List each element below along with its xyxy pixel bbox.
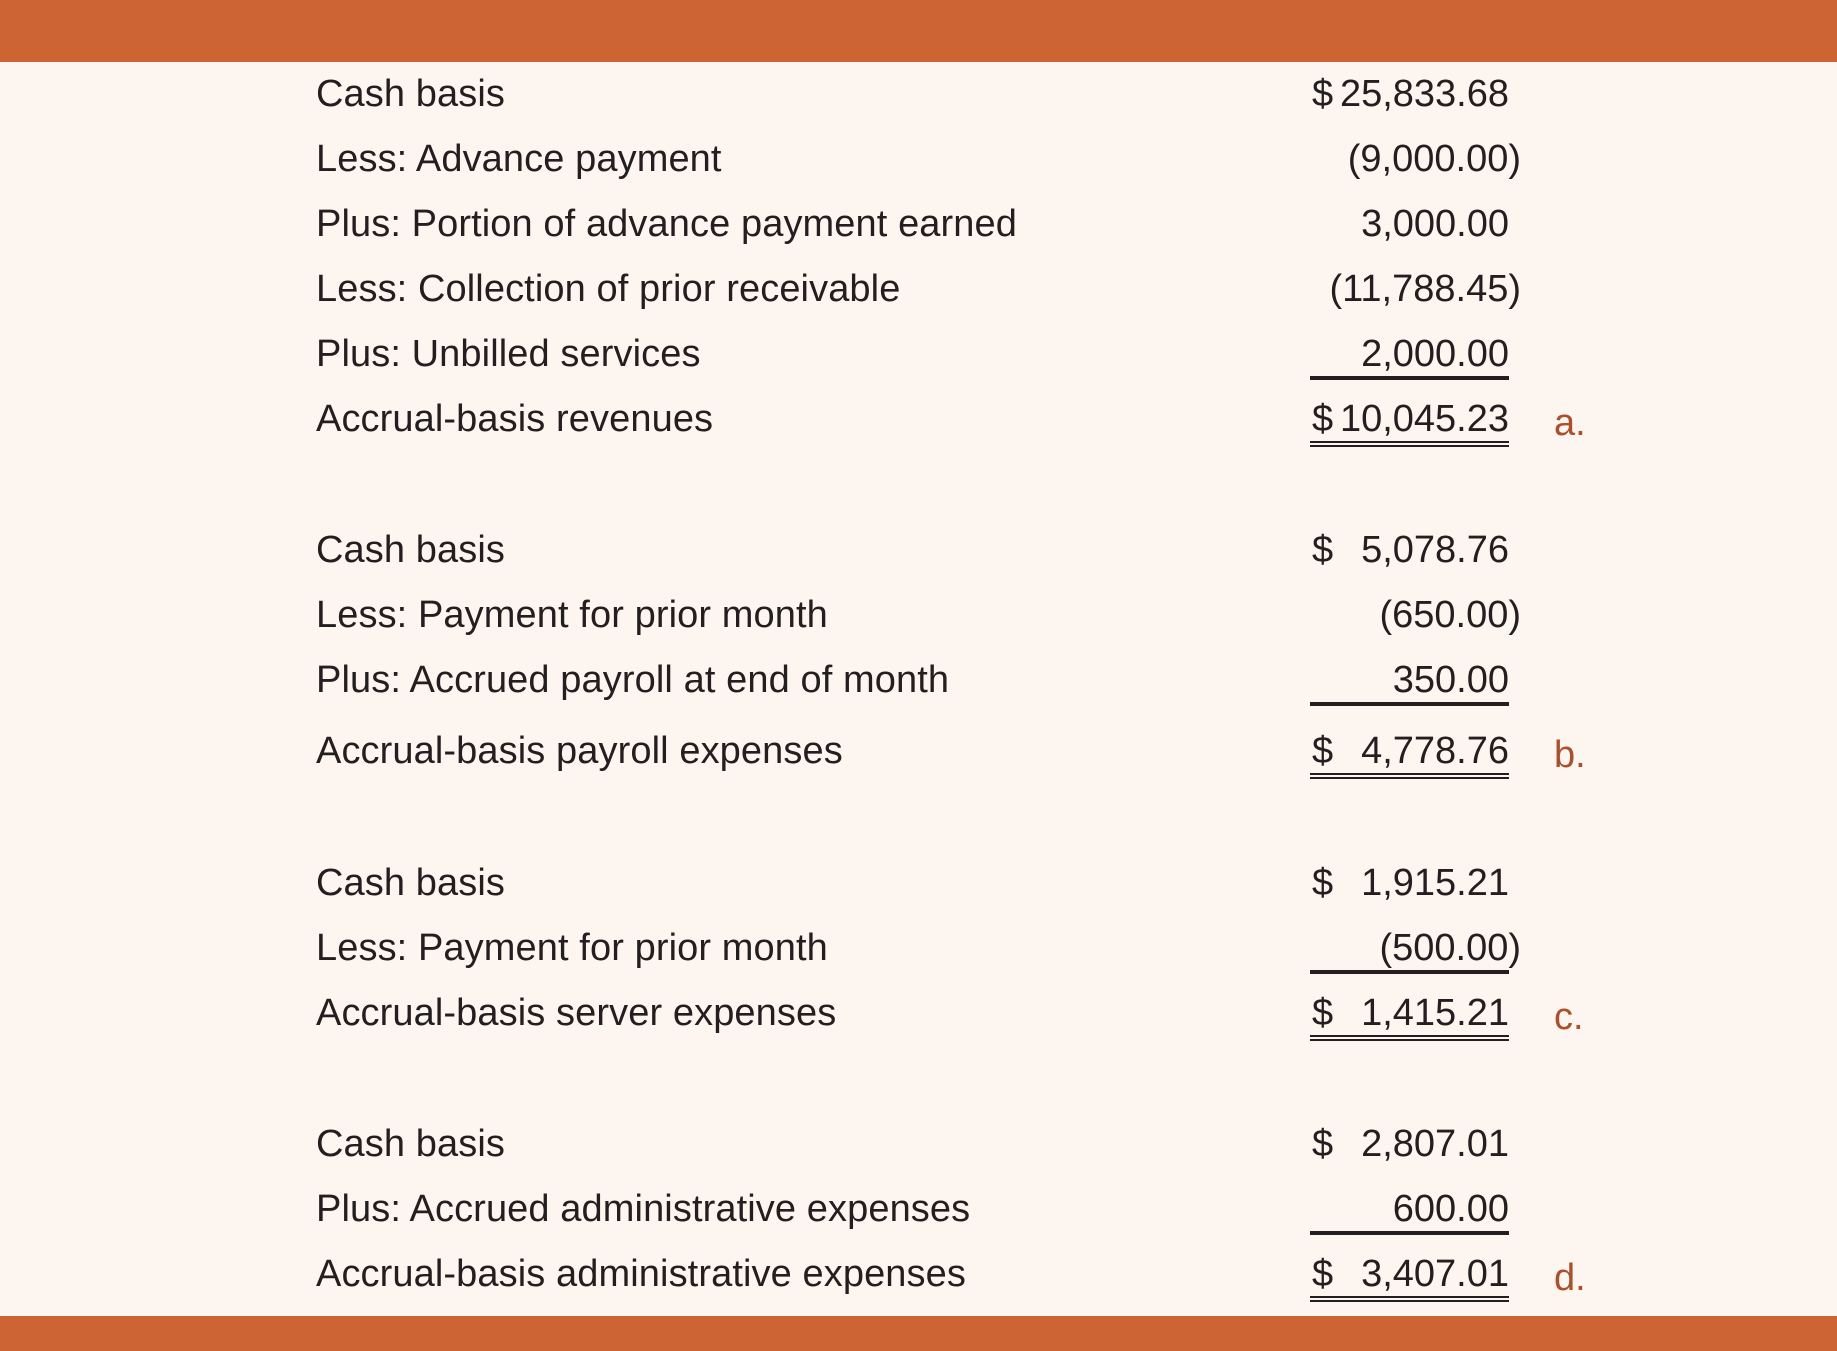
section-letter: b. (1554, 734, 1586, 776)
amount-value: (500.00) (1379, 927, 1521, 969)
section-letter: c. (1554, 996, 1584, 1038)
row-amount (1310, 1122, 1509, 1166)
row-amount (1310, 593, 1521, 637)
total-row (0, 397, 1837, 449)
currency-symbol: $ (1312, 992, 1334, 1034)
amount-value: 1,415.21 (1361, 992, 1509, 1034)
row-label: Cash basis (316, 862, 505, 904)
row-label: Cash basis (316, 529, 505, 571)
row-amount-underlined (1310, 332, 1509, 380)
row (0, 528, 1837, 580)
row (0, 332, 1837, 384)
amount-value: 2,807.01 (1361, 1123, 1509, 1165)
total-row (0, 1252, 1837, 1304)
currency-symbol: $ (1312, 529, 1334, 571)
row-label: Less: Advance payment (316, 138, 722, 180)
row (0, 202, 1837, 254)
top-band (0, 0, 1837, 62)
row-amount-underlined (1310, 1187, 1509, 1235)
row-label: Plus: Unbilled services (316, 333, 701, 375)
amount-value: 600.00 (1392, 1188, 1509, 1230)
row (0, 861, 1837, 913)
row-amount-underlined (1310, 926, 1521, 974)
currency-symbol: $ (1312, 862, 1334, 904)
amount-value: 5,078.76 (1361, 529, 1509, 571)
total-row (0, 991, 1837, 1043)
row-label: Less: Payment for prior month (316, 594, 828, 636)
total-amount (1310, 991, 1509, 1041)
row-amount (1310, 267, 1521, 311)
total-label: Accrual-basis revenues (316, 398, 714, 440)
row-amount-underlined (1310, 658, 1509, 706)
row (0, 1122, 1837, 1174)
section-letter: a. (1554, 402, 1586, 444)
row-label: Less: Payment for prior month (316, 927, 828, 969)
amount-value: 25,833.68 (1339, 73, 1509, 115)
row-label: Plus: Accrued administrative expenses (316, 1188, 971, 1230)
row-label: Less: Collection of prior receivable (316, 268, 901, 310)
row-amount (1310, 202, 1509, 246)
row (0, 593, 1837, 645)
total-amount (1310, 729, 1509, 779)
row-amount (1310, 137, 1521, 181)
row-amount (1310, 861, 1509, 905)
amount-value: 350.00 (1392, 659, 1509, 701)
row (0, 137, 1837, 189)
amount-value: 4,778.76 (1361, 730, 1509, 772)
bottom-band (0, 1316, 1837, 1351)
row-amount (1310, 72, 1509, 116)
row (0, 926, 1837, 978)
amount-value: 1,915.21 (1361, 862, 1509, 904)
row-label: Cash basis (316, 1123, 505, 1165)
row-label: Cash basis (316, 73, 505, 115)
row (0, 72, 1837, 124)
section-letter: d. (1554, 1257, 1586, 1299)
amount-value: (9,000.00) (1347, 138, 1521, 180)
currency-symbol: $ (1312, 1253, 1334, 1295)
total-amount (1310, 1252, 1509, 1302)
row (0, 1187, 1837, 1239)
amount-value: 3,407.01 (1361, 1253, 1509, 1295)
currency-symbol: $ (1312, 1123, 1334, 1165)
row-label: Plus: Portion of advance payment earned (316, 203, 1017, 245)
row (0, 658, 1837, 710)
amount-value: (650.00) (1379, 594, 1521, 636)
currency-symbol: $ (1312, 730, 1334, 772)
currency-symbol: $ (1312, 73, 1334, 115)
row-amount (1310, 528, 1509, 572)
total-label: Accrual-basis server expenses (316, 992, 837, 1034)
total-amount (1310, 397, 1509, 447)
amount-value: 10,045.23 (1339, 398, 1509, 440)
total-label: Accrual-basis administrative expenses (316, 1253, 966, 1295)
total-label: Accrual-basis payroll expenses (316, 730, 843, 772)
row-label: Plus: Accrued payroll at end of month (316, 659, 950, 701)
row (0, 267, 1837, 319)
total-row (0, 729, 1837, 781)
amount-value: 3,000.00 (1361, 203, 1509, 245)
currency-symbol: $ (1312, 398, 1334, 440)
amount-value: (11,788.45) (1329, 268, 1521, 310)
amount-value: 2,000.00 (1361, 333, 1509, 375)
